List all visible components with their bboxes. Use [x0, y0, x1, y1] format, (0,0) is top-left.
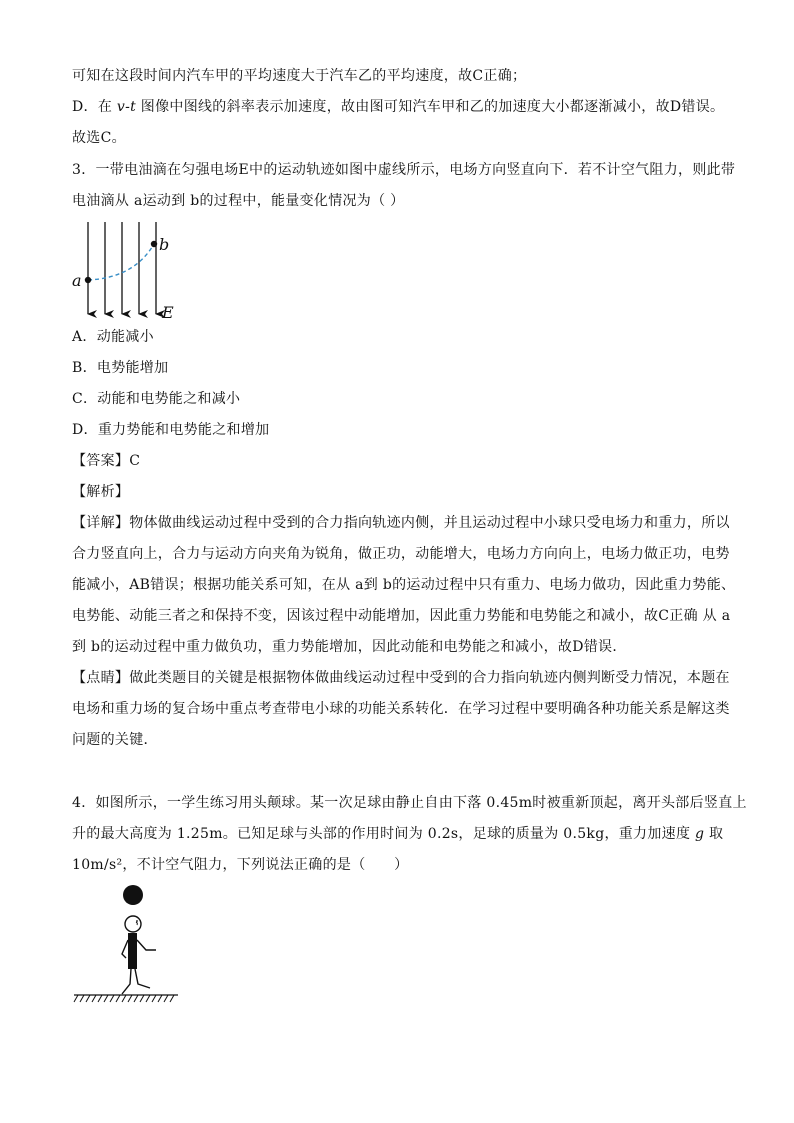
student-head: [125, 916, 141, 932]
trajectory-curve: [88, 244, 154, 280]
text-span: 升的最大高度为 1.25m。已知足球与头部的作用时间为 0.2s，足球的质量为 0.5kg，重力加速度: [72, 826, 696, 842]
option-c: C．动能和电势能之和减小: [72, 391, 241, 407]
question-3-stem: 电油滴从 a运动到 b的过程中，能量变化情况为（ ）: [72, 193, 405, 209]
text-line: 故选C。: [72, 130, 126, 146]
question-3-stem: 3．一带电油滴在匀强电场E中的运动轨迹如图中虚线所示，电场方向竖直向下．若不计空气阻力，则此带: [72, 162, 736, 178]
point-a: [85, 277, 91, 283]
text-span: 取: [704, 826, 724, 842]
question-4-stem: [72, 824, 723, 844]
question-4-stem: 4．如图所示，一学生练习用头颠球。某一次足球由静止自由下落 0.45m时被重新顶起，离开头部后竖直上: [72, 795, 747, 811]
key-point-line: 问题的关键．: [72, 732, 158, 748]
analysis-heading: 【解析】: [72, 484, 130, 500]
explanation-line: 电势能、动能三者之和保持不变，因该过程中动能增加，因此重力势能和电势能之和减小，故C正确 从 a: [72, 608, 731, 624]
heading-ball-figure: [70, 880, 182, 1006]
label-a: a: [72, 271, 82, 290]
question-4-stem: 10m/s²，不计空气阻力，下列说法正确的是（ ）: [72, 857, 409, 873]
key-point-line: 【点睛】做此类题目的关键是根据物体做曲线运动过程中受到的合力指向轨迹内侧判断受力情况，本题在: [72, 670, 730, 686]
text-span: D．在: [72, 99, 117, 115]
field-lines: [88, 222, 156, 314]
explanation-line: 【详解】物体做曲线运动过程中受到的合力指向轨迹内侧，并且运动过程中小球只受电场力和重力，所以: [72, 515, 730, 531]
option-a: A．动能减小: [72, 329, 154, 345]
explanation-line: 到 b的运动过程中重力做负功，重力势能增加，因此动能和电势能之和减小，故D错误．: [72, 639, 627, 655]
explanation-line: 能减小，AB错误；根据功能关系可知，在从 a到 b的运动过程中只有重力、电场力做功，因此重力势能、: [72, 577, 736, 593]
ground: [74, 995, 178, 1002]
point-b: [151, 241, 157, 247]
student-body: [128, 933, 137, 969]
label-e: E: [162, 303, 174, 320]
explanation-line: 合力竖直向上，合力与运动方向夹角为锐角，做正功，动能增大，电场力方向向上，电场力做正功，电势: [72, 546, 730, 562]
student-leg: [135, 969, 150, 988]
student-arm: [137, 940, 156, 950]
option-d: D．重力势能和电势能之和增加: [72, 422, 270, 438]
electric-field-figure: [66, 220, 186, 320]
option-d-explanation: [72, 97, 724, 117]
label-b: b: [159, 235, 170, 254]
option-b: B．电势能增加: [72, 360, 169, 376]
text-span: 图像中图线的斜率表示加速度，故由图可知汽车甲和乙的加速度大小都逐渐减小，故D错误。: [136, 99, 725, 115]
key-point-line: 电场和重力场的复合场中重点考查带电小球的功能关系转化．在学习过程中要明确各种功能关系是解这类: [72, 701, 730, 717]
student-figure: [122, 916, 156, 994]
student-arm: [122, 940, 128, 958]
g-symbol: g: [695, 826, 705, 842]
student-leg: [122, 969, 131, 994]
text-line: 可知在这段时间内汽车甲的平均速度大于汽车乙的平均速度，故C正确；: [72, 68, 527, 84]
football: [123, 885, 143, 905]
answer-line: 【答案】C: [72, 453, 141, 469]
vt-symbol: v-t: [116, 99, 137, 115]
